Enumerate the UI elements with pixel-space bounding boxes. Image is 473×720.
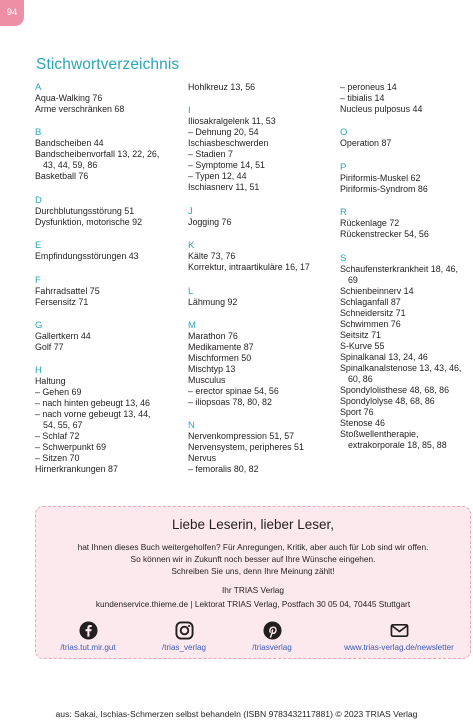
index-entry: Seitsitz 71 bbox=[340, 329, 381, 340]
index-entry: Arme verschränken 68 bbox=[35, 104, 125, 114]
index-entry-continuation: 54, 55, 67 bbox=[43, 420, 83, 431]
index-letter-heading: K bbox=[188, 240, 195, 252]
index-entry: Schneidersitz 71 bbox=[340, 307, 406, 318]
index-entry-continuation: 69 bbox=[348, 274, 358, 285]
contact-line-3: Schreiben Sie uns, denn Ihre Meinung zählt! bbox=[171, 566, 335, 576]
index-entry: Spondylolisthese 48, 68, 86 bbox=[340, 384, 450, 395]
index-entry: – Gehen 69 bbox=[35, 387, 82, 398]
contact-line-2: So können wir in Zukunft noch besser auf Ihre Wünsche eingehen. bbox=[130, 554, 376, 564]
index-entry: – erector spinae 54, 56 bbox=[188, 385, 279, 396]
index-entry: Rückenlage 72 bbox=[340, 218, 400, 229]
index-entry: Schienbeinnerv 14 bbox=[340, 285, 414, 296]
index-entry: – iliopsoas 78, 80, 82 bbox=[188, 396, 272, 407]
index-letter-heading: J bbox=[188, 205, 193, 217]
social-pinterest[interactable] bbox=[217, 621, 327, 652]
index-letter-heading: R bbox=[340, 207, 347, 219]
source-footer: aus: Sakai, Ischias-Schmerzen selbst behandeln (ISBN 9783432117881) © 2023 TRIAS Verlag bbox=[55, 709, 418, 719]
index-entry: – femoralis 80, 82 bbox=[188, 464, 259, 475]
index-letter-heading: L bbox=[188, 285, 194, 297]
index-entry: – nach hinten gebeugt 13, 46 bbox=[35, 398, 150, 409]
index-column-1 bbox=[35, 82, 185, 475]
index-entry: – Schwerpunkt 69 bbox=[35, 442, 107, 453]
index-entry: Schwimmen 76 bbox=[340, 318, 401, 329]
index-entry: Fahrradsattel 75 bbox=[35, 285, 100, 296]
index-entry: Sport 76 bbox=[340, 406, 374, 417]
contact-box-title: Liebe Leserin, lieber Leser, bbox=[171, 517, 335, 532]
social-newsletter[interactable] bbox=[336, 621, 462, 652]
index-entry: Hohlkreuz 13, 56 bbox=[188, 82, 256, 92]
index-entry: Basketball 76 bbox=[35, 171, 89, 182]
index-entry: Spinalkanalstenose 13, 43, 46, bbox=[340, 362, 462, 373]
index-entry: Durchblutungsstörung 51 bbox=[35, 205, 135, 216]
index-entry: Piriformis-Syndrom 86 bbox=[340, 183, 428, 194]
index-entry: – Stadien 7 bbox=[188, 149, 233, 160]
index-entry: Golf 77 bbox=[35, 341, 64, 352]
index-letter-heading: G bbox=[35, 319, 43, 331]
index-entry: Ischiasbeschwerden bbox=[188, 138, 269, 149]
index-entry: Lähmung 92 bbox=[188, 296, 238, 307]
index-entry: Korrektur, intraartikuläre 16, 17 bbox=[188, 262, 310, 273]
index-entry: Mischformen 50 bbox=[188, 352, 252, 363]
index-entry: Nervenkompression 51, 57 bbox=[188, 431, 295, 442]
index-entry: Stoßwellentherapie, bbox=[340, 428, 419, 439]
index-entry: Jogging 76 bbox=[188, 216, 232, 227]
contact-line-1: hat Ihnen dieses Buch weitergeholfen? Für Anregungen, Kritik, aber auch für Lob sind wir offen. bbox=[77, 542, 429, 552]
contact-address: kundenservice.thieme.de | Lektorat TRIAS Verlag, Postfach 30 05 04, 70445 Stuttgart bbox=[95, 599, 411, 609]
index-letter-heading: D bbox=[35, 194, 42, 206]
index-letter-heading: P bbox=[340, 161, 347, 173]
index-entry: – Sitzen 70 bbox=[35, 453, 80, 464]
index-entry: Dysfunktion, motorische 92 bbox=[35, 216, 143, 227]
page-title: Stichwortverzeichnis bbox=[36, 56, 180, 73]
index-entry: – Typen 12, 44 bbox=[188, 171, 247, 182]
index-entry: Kälte 73, 76 bbox=[188, 251, 236, 262]
index-entry: – tibialis 14 bbox=[340, 93, 385, 103]
index-entry: Iliosakralgelenk 11, 53 bbox=[188, 116, 276, 127]
index-letter-heading: M bbox=[188, 319, 196, 331]
index-entry: Nucleus pulposus 44 bbox=[340, 104, 423, 114]
index-entry: Stenose 46 bbox=[340, 417, 385, 428]
index-column-2 bbox=[188, 82, 338, 475]
index-entry: Piriformis-Muskel 62 bbox=[340, 172, 421, 183]
facebook-link[interactable]: /trias.tut.mir.gut bbox=[60, 643, 116, 652]
index-entry: Fersensitz 71 bbox=[35, 296, 89, 307]
index-entry: S-Kurve 55 bbox=[340, 340, 385, 351]
index-entry: Gallertkern 44 bbox=[35, 330, 91, 341]
index-entry: Marathon 76 bbox=[188, 330, 238, 341]
newsletter-link[interactable]: www.trias-verlag.de/newsletter bbox=[344, 643, 454, 652]
index-entry: Rückenstrecker 54, 56 bbox=[340, 229, 429, 240]
index-entry: Mischtyp 13 bbox=[188, 363, 236, 374]
index-entry-continuation: 60, 86 bbox=[348, 373, 373, 384]
index-entry: – Schlaf 72 bbox=[35, 431, 80, 442]
index-letter-heading: A bbox=[35, 82, 42, 93]
index-entry-continuation: 43, 44, 59, 86 bbox=[43, 160, 98, 171]
index-entry-continuation: extrakorporale 18, 85, 88 bbox=[348, 439, 447, 450]
mail-icon bbox=[390, 621, 409, 640]
index-entry: Nervus bbox=[188, 453, 217, 464]
contact-box-text bbox=[36, 541, 470, 577]
reader-contact-box bbox=[35, 506, 471, 659]
index-entry: Medikamente 87 bbox=[188, 341, 254, 352]
index-letter-heading: N bbox=[188, 420, 195, 432]
index-letter-heading: B bbox=[35, 127, 42, 139]
index-letter-heading: E bbox=[35, 240, 42, 252]
index-entry: Operation 87 bbox=[340, 138, 392, 149]
index-entry: Spinalkanal 13, 24, 46 bbox=[340, 351, 428, 362]
facebook-icon bbox=[79, 621, 98, 640]
social-facebook[interactable] bbox=[33, 621, 143, 652]
index-entry: – Dehnung 20, 54 bbox=[188, 127, 259, 138]
index-entry: – Symptome 14, 51 bbox=[188, 160, 265, 171]
index-entry: Schaufensterkrankheit 18, 46, bbox=[340, 263, 458, 274]
index-entry: Hirnerkrankungen 87 bbox=[35, 464, 118, 475]
index-entry: Haltung bbox=[35, 376, 66, 387]
index-letter-heading: I bbox=[188, 105, 191, 117]
instagram-link[interactable]: /trias_verlag bbox=[161, 643, 207, 652]
page-number-tab: 94 bbox=[0, 0, 24, 26]
index-entry: – nach vorne gebeugt 13, 44, bbox=[35, 409, 151, 420]
index-entry: Schlaganfall 87 bbox=[340, 296, 401, 307]
index-letter-heading: S bbox=[340, 252, 347, 264]
pinterest-link[interactable]: /triasverlag bbox=[252, 643, 292, 652]
index-entry: – peroneus 14 bbox=[340, 82, 397, 92]
index-letter-heading: F bbox=[35, 274, 41, 286]
index-entry: Nervensystem, peripheres 51 bbox=[188, 442, 304, 453]
index-entry: Aqua-Walking 76 bbox=[35, 93, 103, 103]
index-column-3 bbox=[340, 82, 470, 451]
index-entry: Ischiasnerv 11, 51 bbox=[188, 182, 260, 193]
index-letter-heading: H bbox=[35, 365, 42, 377]
contact-sender: Ihr TRIAS Verlag bbox=[221, 585, 285, 595]
pinterest-icon bbox=[263, 621, 282, 640]
index-entry: Bandscheibenvorfall 13, 22, 26, bbox=[35, 149, 160, 160]
index-entry: Empfindungsstörungen 43 bbox=[35, 251, 139, 262]
index-letter-heading: O bbox=[340, 127, 348, 139]
index-entry: Bandscheiben 44 bbox=[35, 138, 104, 149]
index-entry: Spondylolyse 48, 68, 86 bbox=[340, 395, 435, 406]
index-entry: Musculus bbox=[188, 374, 226, 385]
instagram-icon bbox=[175, 621, 194, 640]
